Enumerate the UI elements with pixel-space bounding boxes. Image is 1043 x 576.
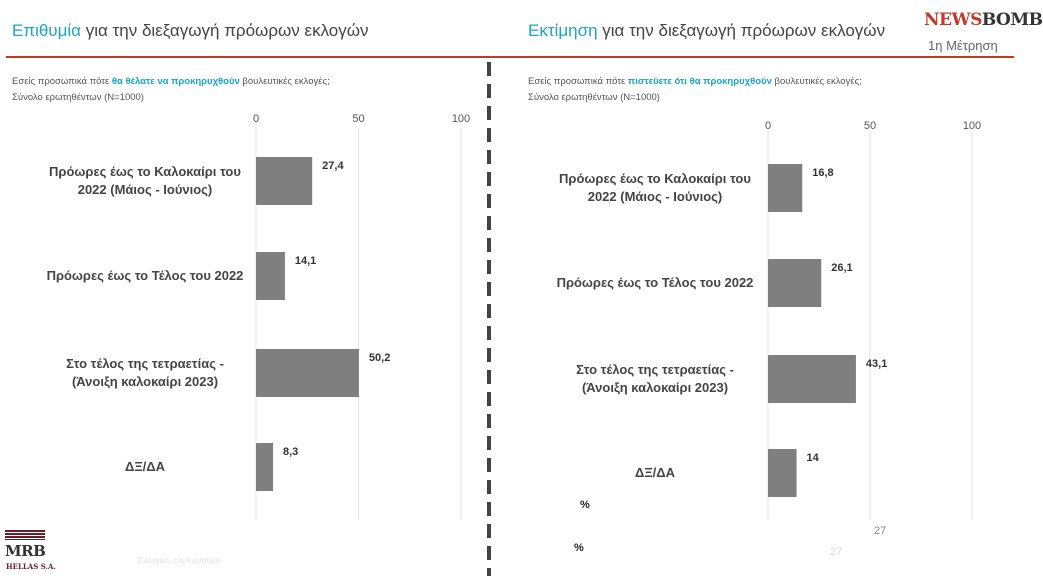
category-label-line-0-2-1: (Άνοιξη καλοκαίρι 2023)	[71, 374, 219, 389]
xtick-label-1-0: 0	[764, 120, 772, 132]
xtick-label-1-50: 50	[863, 120, 877, 132]
data-label-0-1: 14,1	[294, 255, 317, 267]
category-label-line-1-0-0: Πρόωρες έως το Καλοκαίρι του	[559, 171, 751, 186]
right-question: Εσείς προσωπικά πότε πιστεύετε ότι θα προκηρυχθούν βουλευτικές εκλογές;	[528, 76, 862, 87]
category-label-1-2	[545, 361, 765, 397]
category-label-line-1-3-0: ΔΞ/ΔΑ	[634, 465, 676, 480]
category-label-1-0	[545, 170, 765, 206]
data-label-0-3: 8,3	[283, 446, 299, 458]
faint-number-2: 27	[830, 546, 843, 558]
category-label-line-1-1-0: Πρόωρες έως το Τέλος του 2022	[556, 275, 754, 290]
bar-1-0	[768, 164, 802, 212]
bar-1-3	[768, 449, 797, 497]
bar-1-1	[768, 259, 821, 307]
xtick-label-0-100: 100	[451, 113, 471, 125]
percent-marker-2: %	[574, 542, 584, 554]
category-label-0-0	[35, 163, 255, 199]
category-label-0-2	[35, 355, 255, 391]
faint-number-1: 27	[874, 525, 887, 537]
data-label-1-3: 14	[806, 452, 819, 464]
data-label-1-2: 43,1	[865, 358, 888, 370]
newsbomb-logo: NEWSBOMB	[924, 10, 1043, 30]
category-label-line-0-0-0: Πρόωρες έως το Καλοκαίρι του	[49, 164, 241, 179]
xtick-label-0-0: 0	[252, 113, 260, 125]
category-label-line-1-2-0: Στο τέλος της τετραετίας -	[576, 362, 734, 377]
right-base: Σύνολο ερωτηθέντων (N=1000)	[528, 92, 660, 103]
data-label-0-0: 27,4	[322, 160, 344, 172]
category-label-line-1-0-1: 2022 (Μάιος - Ιούνιος)	[587, 189, 723, 204]
category-label-0-1	[35, 267, 255, 285]
category-label-line-1-2-1: (Άνοιξη καλοκαίρι 2023)	[581, 380, 729, 395]
category-label-1-1	[545, 274, 765, 292]
xtick-label-1-100: 100	[962, 120, 982, 132]
mrb-logo-stripes	[5, 530, 45, 540]
left-chart-title: Επιθυμία για την διεξαγωγή πρόωρων εκλογών	[12, 21, 369, 40]
footer-faint-text: Εκλογική συμπεριφορά	[138, 556, 221, 565]
category-label-line-0-1-0: Πρόωρες έως το Τέλος του 2022	[46, 268, 244, 283]
measurement-label: 1η Μέτρηση	[928, 38, 998, 53]
category-label-line-0-0-1: 2022 (Μάιος - Ιούνιος)	[77, 182, 213, 197]
bar-1-2	[768, 355, 856, 403]
category-label-line-0-2-0: Στο τέλος της τετραετίας -	[66, 356, 224, 371]
percent-marker-1: %	[580, 499, 590, 511]
category-label-line-0-3-0: ΔΞ/ΔΑ	[124, 459, 166, 474]
mrb-logo	[5, 530, 56, 574]
left-question: Εσείς προσωπικά πότε θα θέλατε να προκηρυχθούν βουλευτικές εκλογές;	[12, 76, 330, 87]
xtick-label-0-50: 50	[352, 113, 365, 125]
category-label-1-3	[545, 464, 765, 482]
data-label-1-1: 26,1	[831, 262, 853, 274]
mrb-logo-sub: HELLAS S.A.	[6, 562, 56, 571]
left-base: Σύνολο ερωτηθέντων (N=1000)	[12, 92, 144, 103]
category-label-0-3	[35, 458, 255, 476]
data-label-1-0: 16,8	[812, 167, 834, 179]
mrb-logo-mark: MRB	[5, 542, 46, 560]
data-label-0-2: 50,2	[368, 352, 391, 364]
right-chart-title: Εκτίμηση για την διεξαγωγή πρόωρων εκλογών	[528, 21, 886, 40]
